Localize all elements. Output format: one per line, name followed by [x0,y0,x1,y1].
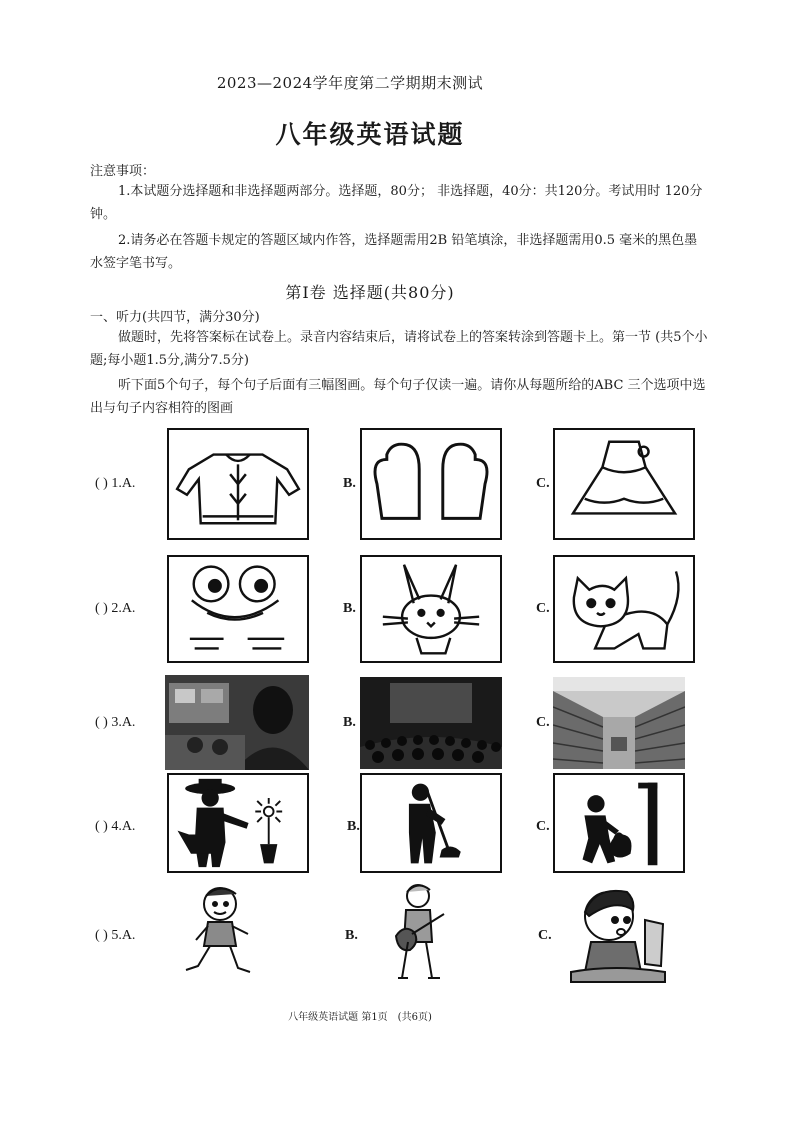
question-row-3 [95,675,715,785]
exam-title: 2023—2024学年度第二学期期末测试 [216,74,484,92]
guitar-boy-picture[interactable] [390,880,450,985]
paper-title: 八年级英语试题 [275,120,465,149]
option-b-label: B. [343,715,356,730]
option-b-label: B. [345,928,358,943]
option-b-label: B. [343,476,356,491]
note-item-2: 2.请务必在答题卡规定的答题区域内作答，选择题需用2B 铅笔填涂，非选择题需用0.5 毫米的黑色墨水签字笔书写。 [90,233,698,271]
question-label: ( ) 3.A. [95,715,136,730]
question-row-2 [95,555,715,665]
question-row-1 [95,428,715,538]
part-title: 一、听力(共四节，满分30分) [90,310,260,325]
notes-heading: 注意事项： [90,164,156,179]
mittens-picture[interactable] [360,428,502,540]
question-row-5 [95,880,715,990]
option-c-label: C. [538,928,552,943]
option-b-label: B. [347,819,360,834]
page-footer: 八年级英语试题 第1页 (共6页) [288,1012,432,1023]
option-c-label: C. [536,601,550,616]
boy-with-computer-picture[interactable] [565,880,670,988]
cinema-photo[interactable] [360,677,502,769]
mopping-floor-picture[interactable] [360,773,502,873]
instruction-1: 做题时，先将答案标在试卷上。录音内容结束后，请将试卷上的答案转涂到答题卡上。第一节 (共5个小题;每小题1.5分,满分7.5分) [90,330,708,368]
question-row-4 [95,773,715,883]
question-label: ( ) 1.A. [95,476,136,491]
option-c-label: C. [536,819,550,834]
watering-flowers-picture[interactable] [167,773,309,873]
classroom-photo[interactable] [165,675,309,770]
section-title: 第Ⅰ卷 选择题(共80分) [285,283,455,302]
question-label: ( ) 5.A. [95,928,136,943]
running-boy-picture[interactable] [180,880,260,985]
frog-picture[interactable] [167,555,309,663]
dress-picture[interactable] [553,428,695,540]
instruction-2: 听下面5个句子，每个句子后面有三幅图画。每个句子仅读一遍。请你从每题所给的ABC 三个选项中选出与句子内容相符的图画 [90,378,706,416]
cat-picture[interactable] [553,555,695,663]
option-c-label: C. [536,715,550,730]
sweater-picture[interactable] [167,428,309,540]
supermarket-photo[interactable] [553,677,685,769]
note-item-1: 1.本试题分选择题和非选择题两部分。选择题，80分； 非选择题，40分：共120分。考试用时 120分钟。 [90,184,703,222]
question-label: ( ) 4.A. [95,819,136,834]
rabbit-picture[interactable] [360,555,502,663]
option-b-label: B. [343,601,356,616]
taking-out-trash-picture[interactable] [553,773,685,873]
option-c-label: C. [536,476,550,491]
question-label: ( ) 2.A. [95,601,136,616]
